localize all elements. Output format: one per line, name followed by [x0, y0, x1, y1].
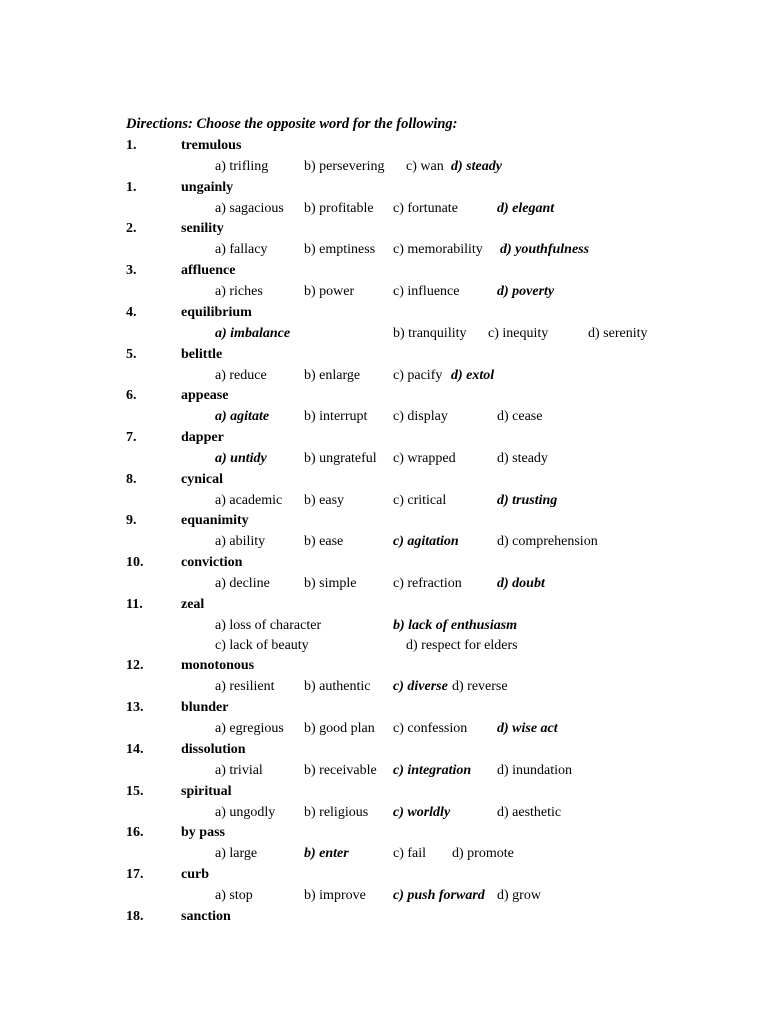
question-word: tremulous	[181, 138, 242, 153]
question-number: 18.	[126, 908, 144, 924]
option: d) steady	[497, 450, 548, 466]
option: a) fallacy	[215, 242, 268, 258]
option: d) grow	[497, 887, 541, 903]
option: d) comprehension	[497, 534, 598, 550]
option: b) enlarge	[304, 367, 361, 383]
option: c) refraction	[393, 576, 462, 591]
option: a) stop	[215, 887, 253, 903]
option: b) authentic	[304, 679, 371, 695]
question-word: conviction	[181, 555, 243, 570]
option: a) ungodly	[215, 804, 276, 820]
question-word: dapper	[181, 429, 224, 445]
option: a) riches	[215, 284, 263, 300]
option: a) ability	[215, 534, 266, 550]
answer-option: d) youthfulness	[500, 242, 590, 258]
question-word: zeal	[181, 596, 205, 612]
answer-option: d) trusting	[497, 492, 558, 508]
option: d) aesthetic	[497, 804, 562, 820]
answer-option: c) agitation	[393, 534, 459, 550]
option: c) confession	[393, 721, 468, 737]
question-number: 13.	[126, 700, 144, 716]
question-number: 16.	[126, 825, 144, 841]
option: a) egregious	[215, 721, 284, 737]
option: c) fortunate	[393, 200, 458, 216]
option: b) simple	[304, 576, 357, 591]
answer-option: d) poverty	[497, 284, 555, 300]
question-number: 14.	[126, 741, 144, 757]
option: a) academic	[215, 492, 283, 508]
option: b) profitable	[304, 200, 374, 216]
answer-option: d) wise act	[497, 721, 558, 737]
answer-option: a) agitate	[215, 409, 270, 425]
directions-heading: Directions: Choose the opposite word for the following:	[126, 116, 458, 132]
answer-option: d) extol	[451, 367, 495, 383]
option: b) power	[304, 284, 355, 300]
option: b) religious	[304, 804, 369, 820]
question-word: monotonous	[181, 658, 255, 674]
answer-option: c) diverse	[393, 679, 448, 695]
option: a) reduce	[215, 367, 267, 383]
option: b) ease	[304, 534, 344, 550]
question-number: 15.	[126, 783, 144, 799]
option: c) display	[393, 409, 448, 425]
question-word: sanction	[181, 908, 231, 924]
answer-option: d) steady	[451, 159, 502, 174]
answer-option: b) enter	[304, 846, 349, 862]
option: c) wan	[406, 159, 444, 174]
option: d) serenity	[588, 325, 648, 341]
question-number: 9.	[126, 513, 137, 529]
question-number: 8.	[126, 471, 137, 487]
question-number: 2.	[126, 221, 137, 237]
option: b) easy	[304, 492, 345, 508]
answer-option: c) worldly	[393, 804, 451, 820]
option: d) cease	[497, 409, 543, 425]
answer-option: a) untidy	[215, 450, 267, 466]
option: b) improve	[304, 887, 366, 903]
question-word: equilibrium	[181, 304, 252, 320]
question-number: 1.	[126, 138, 137, 153]
option: c) fail	[393, 846, 427, 862]
question-word: belittle	[181, 346, 223, 362]
option: a) decline	[215, 576, 270, 591]
option: b) receivable	[304, 762, 377, 778]
question-word: senility	[181, 221, 224, 237]
question-word: ungainly	[181, 179, 234, 195]
option: c) wrapped	[393, 450, 456, 466]
option: c) lack of beauty	[215, 637, 309, 653]
option: d) promote	[452, 846, 514, 862]
option: a) sagacious	[215, 200, 284, 216]
option: c) memorability	[393, 242, 483, 258]
question-number: 4.	[126, 304, 137, 320]
option: b) persevering	[304, 159, 385, 174]
question-word: spiritual	[181, 783, 232, 799]
answer-option: a) imbalance	[215, 325, 291, 341]
question-word: by pass	[181, 825, 225, 841]
option: a) trifling	[215, 159, 269, 174]
answer-option: d) elegant	[497, 200, 555, 216]
option: c) influence	[393, 284, 460, 300]
question-number: 10.	[126, 555, 144, 570]
question-word: affluence	[181, 263, 236, 279]
answer-option: d) doubt	[497, 576, 545, 591]
question-number: 17.	[126, 866, 144, 882]
question-number: 11.	[126, 596, 143, 612]
option: b) ungrateful	[304, 450, 377, 466]
option: b) interrupt	[304, 409, 368, 425]
option: b) tranquility	[393, 325, 467, 341]
option: a) loss of character	[215, 617, 322, 633]
question-word: appease	[181, 388, 229, 404]
answer-option: c) push forward	[393, 887, 485, 903]
question-number: 1.	[126, 179, 137, 195]
option: a) resilient	[215, 679, 275, 695]
question-word: dissolution	[181, 741, 246, 757]
option: c) pacify	[393, 367, 443, 383]
option: b) emptiness	[304, 242, 376, 258]
question-number: 3.	[126, 263, 137, 279]
question-word: curb	[181, 866, 209, 882]
option: d) inundation	[497, 762, 573, 778]
question-number: 6.	[126, 388, 137, 404]
option: a) trivial	[215, 762, 263, 778]
option: a) large	[215, 846, 258, 862]
question-number: 12.	[126, 658, 144, 674]
option: c) inequity	[488, 325, 549, 341]
question-number: 5.	[126, 346, 137, 362]
option: b) good plan	[304, 721, 375, 737]
option: d) reverse	[452, 679, 508, 695]
question-number: 7.	[126, 429, 137, 445]
question-word: cynical	[181, 471, 223, 487]
option: c) critical	[393, 492, 447, 508]
answer-option: b) lack of enthusiasm	[393, 617, 518, 633]
question-word: blunder	[181, 700, 229, 716]
option: d) respect for elders	[406, 637, 518, 653]
answer-option: c) integration	[393, 762, 472, 778]
question-word: equanimity	[181, 513, 249, 529]
